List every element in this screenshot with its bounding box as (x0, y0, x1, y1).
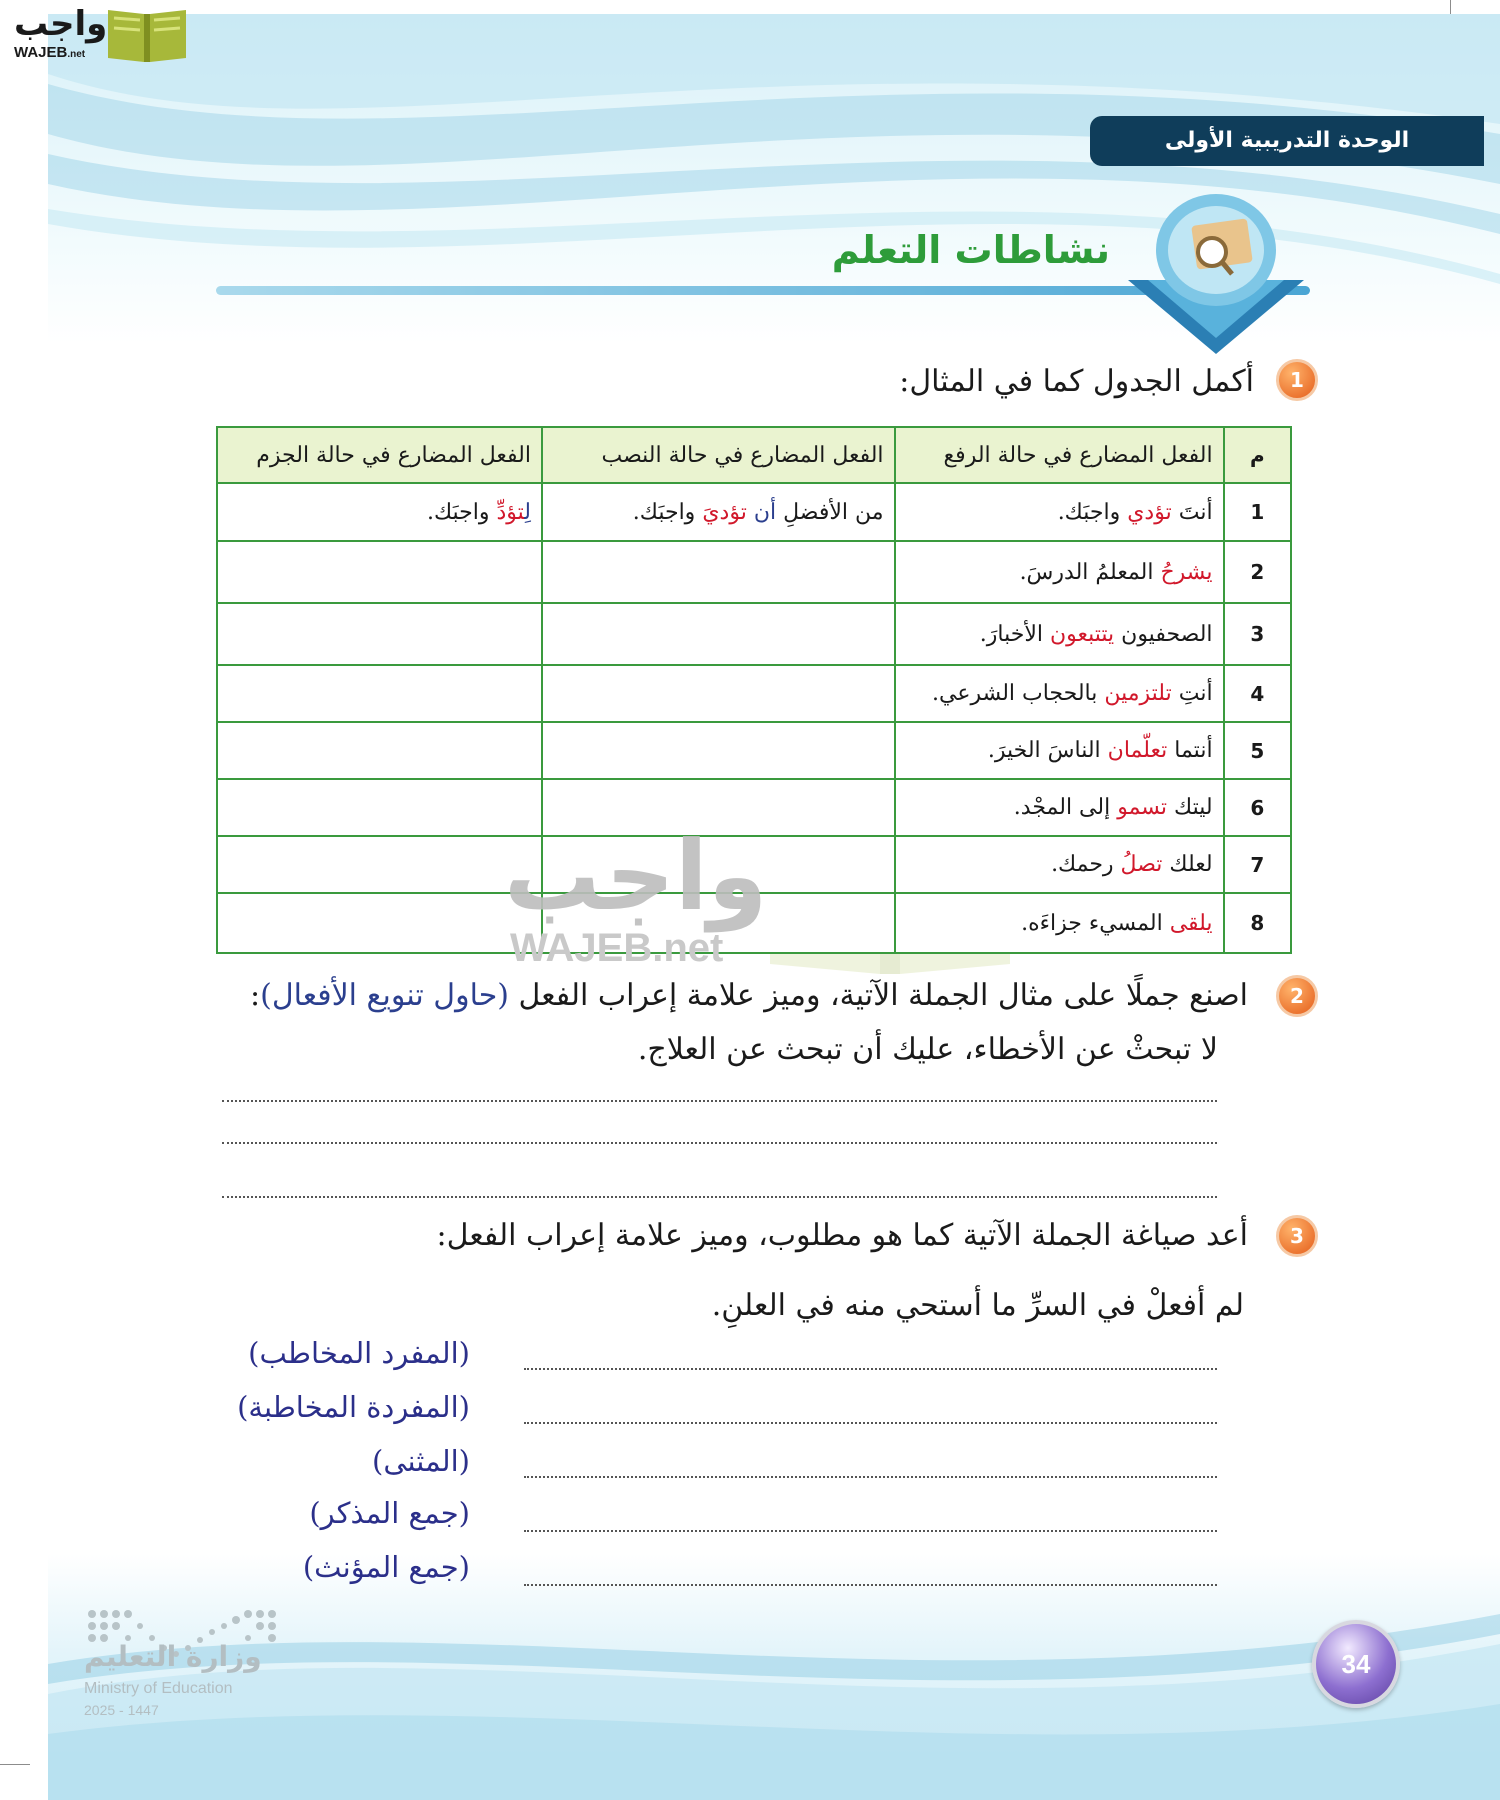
jazm-answer-cell[interactable] (217, 836, 542, 893)
question-number-badge: 1 (1276, 359, 1318, 401)
row-number: 3 (1224, 603, 1291, 665)
form-label-dual: (المثنى) (372, 1444, 470, 1478)
logo-book-icon (106, 4, 188, 64)
watermark-text: واجب (504, 820, 768, 932)
row-number: 4 (1224, 665, 1291, 722)
jazm-answer-cell[interactable] (217, 893, 542, 953)
question-3-sentence: لم أفعلْ في السرِّ ما أستحي منه في العلنِ. (711, 1288, 1244, 1323)
form-label-plural-masculine: (جمع المذكر) (309, 1496, 470, 1530)
nasb-answer-cell[interactable] (542, 665, 895, 722)
jazm-cell: لِتؤدِّ واجبَك. (217, 483, 542, 541)
question-2-prompt: اصنع جملًا على مثال الجملة الآتية، وميز علامة إعراب الفعل (حاول تنويع الأفعال): (250, 978, 1248, 1013)
page-number-badge: 34 (1312, 1620, 1400, 1708)
question-number-badge: 2 (1276, 975, 1318, 1017)
watermark-latin: WAJEB.net (510, 926, 724, 970)
answer-line[interactable] (524, 1368, 1217, 1370)
nasb-answer-cell[interactable] (542, 541, 895, 603)
answer-line[interactable] (524, 1422, 1217, 1424)
ministry-name-english: Ministry of Education (84, 1680, 233, 1697)
jazm-answer-cell[interactable] (217, 603, 542, 665)
jazm-answer-cell[interactable] (217, 779, 542, 836)
ministry-year: 2025 - 1447 (84, 1702, 159, 1718)
answer-line[interactable] (524, 1476, 1217, 1478)
magnifier-folder-icon (1118, 188, 1314, 358)
jazm-answer-cell[interactable] (217, 541, 542, 603)
row-number: 1 (1224, 483, 1291, 541)
section-title: نشاطات التعلم (831, 228, 1110, 272)
jazm-answer-cell[interactable] (217, 722, 542, 779)
question-1-prompt: أكمل الجدول كما في المثال: (899, 364, 1254, 399)
table-row (217, 483, 1291, 541)
raf-cell: أنتِ تلتزمين بالحجاب الشرعي. (895, 665, 1224, 722)
raf-cell: أنتما تعلّمان الناسَ الخيرَ. (895, 722, 1224, 779)
row-number: 7 (1224, 836, 1291, 893)
question-number-badge: 3 (1276, 1215, 1318, 1257)
answer-line[interactable] (524, 1530, 1217, 1532)
column-header-nasb: الفعل المضارع في حالة النصب (542, 427, 895, 483)
column-header-number: م (1224, 427, 1291, 483)
ministry-name-arabic: وزارة التعليم (84, 1640, 262, 1673)
nasb-answer-cell[interactable] (542, 722, 895, 779)
raf-cell: يلقى المسيء جزاءَه. (895, 893, 1224, 953)
logo-latin: WAJEB.net (14, 44, 86, 61)
row-number: 2 (1224, 541, 1291, 603)
answer-line[interactable] (222, 1142, 1217, 1144)
raf-cell: الصحفيون يتتبعون الأخبارَ. (895, 603, 1224, 665)
column-header-jazm: الفعل المضارع في حالة الجزم (217, 427, 542, 483)
row-number: 5 (1224, 722, 1291, 779)
table-row (217, 722, 1291, 779)
raf-cell: يشرحُ المعلمُ الدرسَ. (895, 541, 1224, 603)
row-number: 8 (1224, 893, 1291, 953)
nasb-cell: من الأفضلِ أن تؤديَ واجبَك. (542, 483, 895, 541)
question-3-prompt: أعد صياغة الجملة الآتية كما هو مطلوب، وميز علامة إعراب الفعل: (436, 1218, 1248, 1253)
form-label-plural-feminine: (جمع المؤنث) (302, 1550, 470, 1584)
answer-line[interactable] (222, 1100, 1217, 1102)
jazm-answer-cell[interactable] (217, 665, 542, 722)
form-label-singular-feminine: (المفردة المخاطبة) (237, 1390, 470, 1424)
nasb-answer-cell[interactable] (542, 603, 895, 665)
logo-wordmark: واجب (14, 4, 108, 44)
table-header-row (217, 427, 1291, 483)
table-row (217, 665, 1291, 722)
answer-line[interactable] (524, 1584, 1217, 1586)
form-label-singular-masculine: (المفرد المخاطب) (248, 1336, 470, 1370)
raf-cell: أنتَ تؤدي واجبَك. (895, 483, 1224, 541)
question-2-sentence: لا تبحثْ عن الأخطاء، عليك أن تبحث عن العلاج. (637, 1032, 1218, 1067)
raf-cell: لعلك تصلُ رحمك. (895, 836, 1224, 893)
column-header-raf: الفعل المضارع في حالة الرفع (895, 427, 1224, 483)
raf-cell: ليتك تسمو إلى المجْد. (895, 779, 1224, 836)
table-row (217, 603, 1291, 665)
crop-mark (0, 1764, 30, 1765)
table-row (217, 541, 1291, 603)
row-number: 6 (1224, 779, 1291, 836)
unit-title-tab: الوحدة التدريبية الأولى (1090, 116, 1484, 166)
answer-line[interactable] (222, 1196, 1217, 1198)
